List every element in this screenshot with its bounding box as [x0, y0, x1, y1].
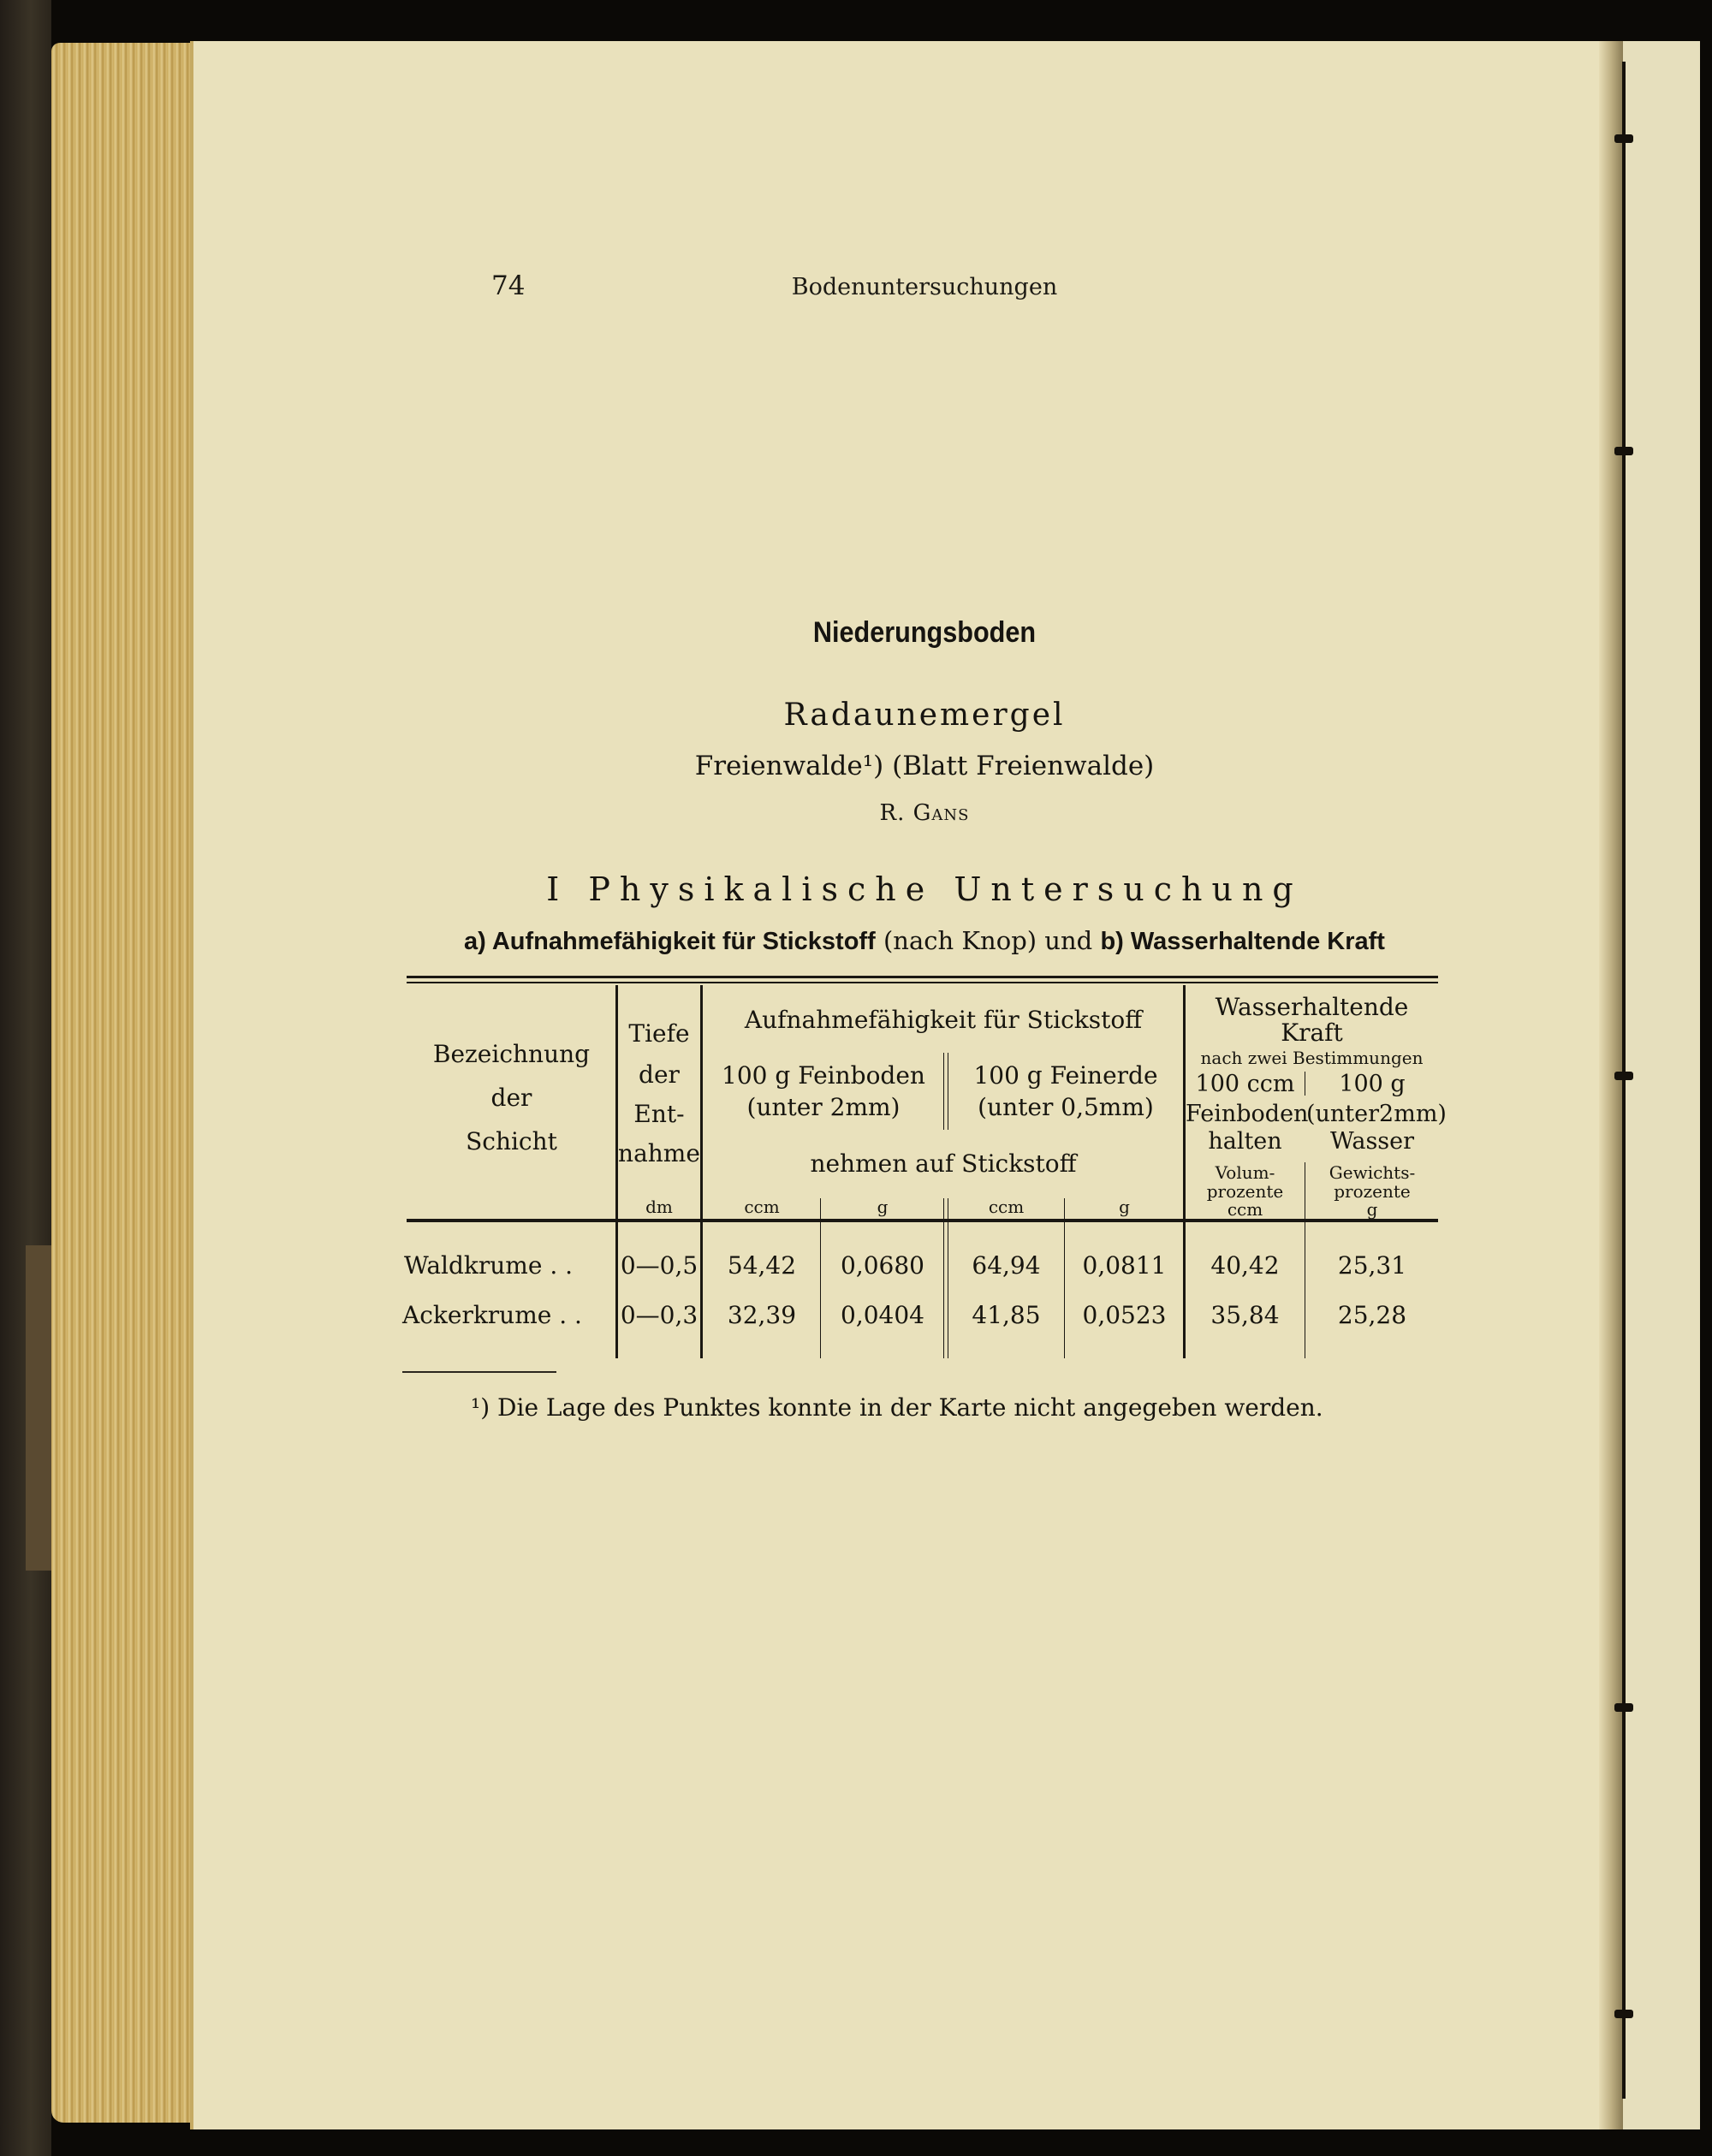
- page-number: 74: [491, 270, 526, 301]
- footnote-rule: [402, 1371, 556, 1373]
- header-vol-3: ccm: [1227, 1199, 1263, 1220]
- header-vol-2: prozente: [1206, 1181, 1284, 1202]
- header-absorb-note: nehmen auf Stickstoff: [810, 1149, 1077, 1178]
- subheading-connector: und: [1044, 926, 1093, 955]
- header-fine-earth-2: (unter 0,5mm): [978, 1093, 1154, 1121]
- row2-vol: 35,84: [1210, 1301, 1280, 1329]
- header-depth-4: nahme: [618, 1139, 700, 1167]
- header-designation-3: Schicht: [466, 1127, 557, 1155]
- row1-depth: 0—0,5: [620, 1251, 698, 1280]
- header-water-1: Wasserhaltende: [1215, 993, 1409, 1021]
- col-divider: [1064, 1198, 1065, 1358]
- header-designation-1: Bezeichnung: [432, 1040, 591, 1068]
- col-divider-double: [943, 1198, 944, 1358]
- header-wt-3: g: [1366, 1199, 1378, 1220]
- facing-page-edge: [1623, 41, 1700, 2129]
- book-left-edge: [0, 0, 51, 2156]
- subheading-a: a) Aufnahmefähigkeit für Stickstoff: [464, 928, 876, 955]
- row1-a-g: 0,0680: [841, 1251, 924, 1280]
- header-depth-unit: dm: [645, 1197, 673, 1217]
- book-gutter: [1599, 41, 1623, 2129]
- binding-stitch: [1614, 1703, 1633, 1712]
- analyst-name: R. Gans: [879, 800, 970, 826]
- header-fine-earth-1: 100 g Feinerde: [973, 1061, 1158, 1090]
- subheading-a-note: (nach Knop): [883, 926, 1037, 955]
- row2-wt: 25,28: [1337, 1301, 1407, 1329]
- header-designation-2: der: [490, 1084, 532, 1112]
- binding-stitch: [1614, 2010, 1633, 2018]
- header-depth-1: Tiefe: [628, 1019, 690, 1048]
- col-divider-double: [943, 1053, 944, 1130]
- header-water-100ccm: 100 ccm: [1195, 1071, 1295, 1097]
- row2-a-ccm: 32,39: [727, 1301, 797, 1329]
- row2-b-ccm: 41,85: [972, 1301, 1041, 1329]
- header-wt-1: Gewichts-: [1329, 1162, 1416, 1183]
- binding-stitch: [1614, 134, 1633, 143]
- binding-stitch: [1614, 1072, 1633, 1080]
- header-water-halten: halten: [1208, 1128, 1282, 1155]
- row2-designation: Ackerkrume . .: [402, 1301, 582, 1329]
- part-heading: I Physikalische Untersuchung: [546, 870, 1303, 908]
- row2-a-g: 0,0404: [841, 1301, 924, 1329]
- row1-wt: 25,31: [1337, 1251, 1407, 1280]
- sample-location: Freienwalde¹) (Blatt Freienwalde): [694, 751, 1155, 781]
- table-top-rule-inner: [407, 982, 1438, 983]
- row1-designation: Waldkrume . .: [404, 1251, 574, 1280]
- header-unit-ccm: ccm: [744, 1197, 780, 1217]
- header-vol-1: Volum-: [1215, 1162, 1275, 1183]
- header-unit-g: g: [877, 1197, 889, 1217]
- header-wt-2: prozente: [1334, 1181, 1411, 1202]
- binding-thread: [1622, 62, 1626, 2099]
- header-depth-2: der: [639, 1060, 680, 1089]
- header-fine-soil-2: (unter 2mm): [746, 1093, 901, 1121]
- binding-stitch: [1614, 447, 1633, 455]
- subheading-b: b) Wasserhaltende Kraft: [1100, 928, 1385, 955]
- row2-b-g: 0,0523: [1082, 1301, 1167, 1329]
- row2-depth: 0—0,3: [620, 1301, 698, 1329]
- header-water-wasser: Wasser: [1329, 1128, 1415, 1155]
- table-subheading: [402, 926, 1447, 956]
- header-absorption-group: Aufnahmefähigkeit für Stickstoff: [744, 1006, 1143, 1034]
- row1-a-ccm: 54,42: [727, 1251, 797, 1280]
- running-head: Bodenuntersuchungen: [791, 274, 1058, 300]
- header-unit-g: g: [1119, 1197, 1130, 1217]
- header-depth-3: Ent-: [633, 1100, 685, 1128]
- soil-name: Radaunemergel: [783, 698, 1066, 733]
- header-water-100g: 100 g: [1339, 1071, 1406, 1097]
- header-water-feinboden: Feinboden: [1186, 1101, 1309, 1127]
- section-title: Niederungsboden: [812, 616, 1037, 649]
- header-water-unter2mm: (unter2mm): [1306, 1101, 1447, 1127]
- header-water-note: nach zwei Bestimmungen: [1200, 1048, 1424, 1068]
- header-unit-ccm: ccm: [988, 1197, 1025, 1217]
- footnote: ¹) Die Lage des Punktes konnte in der Karte nicht angegeben werden.: [471, 1393, 1323, 1422]
- col-divider: [700, 985, 703, 1358]
- page-marker-strip: [26, 1245, 51, 1571]
- header-fine-soil-1: 100 g Feinboden: [722, 1061, 925, 1090]
- row1-b-ccm: 64,94: [972, 1251, 1041, 1280]
- table-top-rule: [407, 976, 1438, 978]
- header-water-2: Kraft: [1281, 1019, 1343, 1047]
- row1-vol: 40,42: [1210, 1251, 1280, 1280]
- row1-b-g: 0,0811: [1082, 1251, 1167, 1280]
- col-divider: [820, 1198, 821, 1358]
